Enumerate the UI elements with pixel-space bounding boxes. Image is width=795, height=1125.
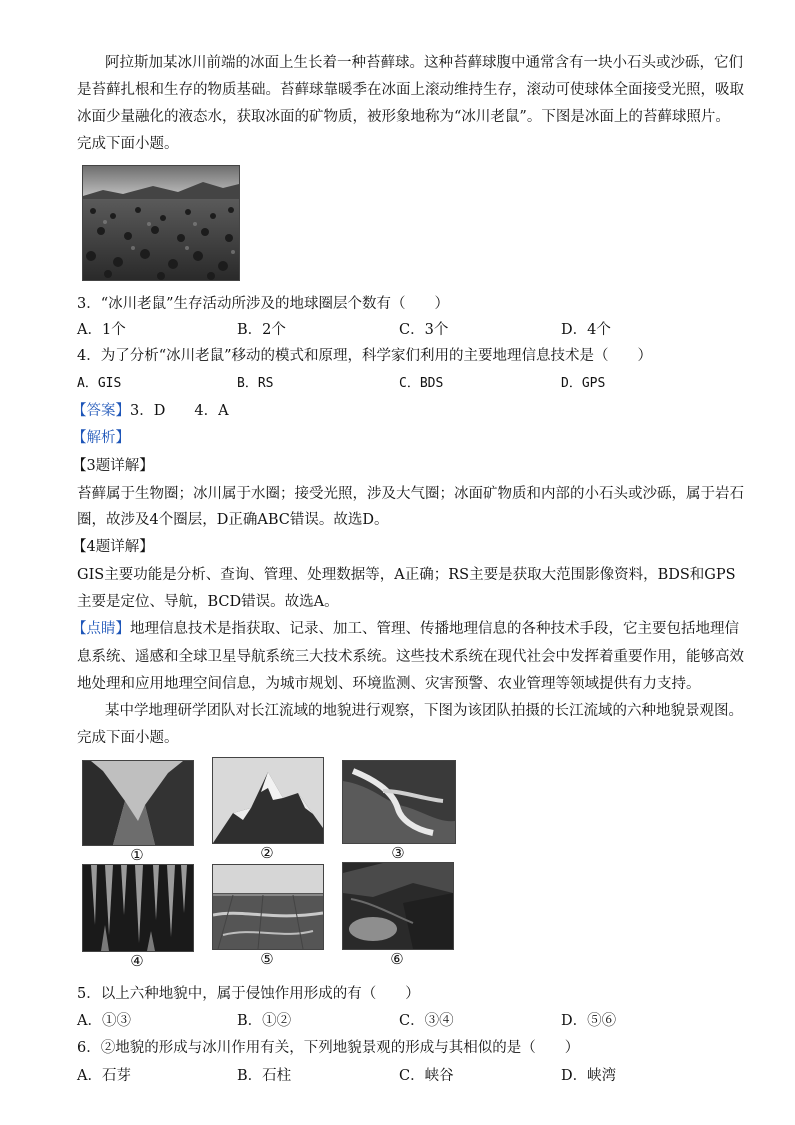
landform-label-4: ④ [130,952,144,970]
landform-photo-6 [342,862,454,950]
intro-paragraph-line: 阿拉斯加某冰川前端的冰面上生长着一种苔藓球。这种苔藓球腹中通常含有一块小石头或沙砾，它们 [105,55,743,71]
tip-line [72,619,739,639]
option-c[interactable]: C．③④ [399,1013,454,1029]
landform-photo-3 [342,760,456,844]
question-5-options [77,1011,737,1031]
tip-label: 【点睛】 [72,621,130,637]
question-4-options [77,374,737,394]
option-a[interactable]: A．GIS [77,376,122,391]
option-b[interactable]: B．RS [237,376,274,391]
question-3-stem: 3．“冰川老鼠”生存活动所涉及的地球圈层个数有（ ） [77,296,450,312]
detail-4-line: GIS主要功能是分析、查询、管理、处理数据等，A正确；RS主要是获取大范围影像资料，BDS和GPS [77,567,736,583]
intro-paragraph-2-line: 某中学地理研学团队对长江流域的地貌进行观察，下图为该团队拍摄的长江流域的六种地貌景观图。 [105,703,743,719]
question-4-stem: 4．为了分析“冰川老鼠”移动的模式和原理，科学家们利用的主要地理信息技术是（ ） [77,348,653,364]
tip-line: 地处理和应用地理空间信息，为城市规划、环境监测、灾害预警、农业管理等领域提供有力支持。 [77,676,701,692]
option-c[interactable]: C．BDS [399,376,444,391]
option-c[interactable]: C．峡谷 [399,1068,454,1084]
answer-text: 3．D 4．A [130,403,229,419]
question-3-options [77,320,737,340]
intro-paragraph-line: 是苔藓扎根和生存的物质基础。苔藓球靠暖季在冰面上滚动维持生存，滚动可使球体全面接受光照，吸取 [77,82,744,98]
question-6-stem: 6．②地貌的形成与冰川作用有关，下列地貌景观的形成与其相似的是（ ） [77,1040,580,1056]
option-d[interactable]: D．4个 [561,322,611,338]
detail-4-label: 【4题详解】 [72,539,154,555]
question-6-options [77,1066,737,1086]
detail-4-line: 主要是定位、导航，BCD错误。故选A。 [77,594,339,610]
moss-ball-photo [82,165,240,281]
option-a[interactable]: A．①③ [77,1013,131,1029]
landform-label-1: ① [130,846,144,864]
option-b[interactable]: B．石柱 [237,1068,292,1084]
tip-line: 息系统、遥感和全球卫星导航系统三大技术系统。这些技术系统在现代社会中发挥着重要作用，能够高效 [77,649,744,665]
analysis-label: 【解析】 [72,430,130,446]
option-a[interactable]: A．石芽 [77,1068,131,1084]
option-a[interactable]: A．1个 [77,322,126,338]
option-d[interactable]: D．峡湾 [561,1068,617,1084]
answer-label: 【答案】 [72,403,130,419]
landform-photo-1 [82,760,194,846]
intro-paragraph-2-line: 完成下面小题。 [77,730,179,746]
landform-label-6: ⑥ [390,950,404,968]
tip-text: 地理信息技术是指获取、记录、加工、管理、传播地理信息的各种技术手段，它主要包括地理信 [130,621,739,637]
intro-paragraph-line: 完成下面小题。 [77,136,179,152]
question-5-stem: 5．以上六种地貌中，属于侵蚀作用形成的有（ ） [77,986,420,1002]
detail-3-line: 苔藓属于生物圈；冰川属于水圈；接受光照，涉及大气圈；冰面矿物质和内部的小石头或沙砾，属于岩石 [77,486,744,502]
landform-label-2: ② [260,844,274,862]
landform-photo-5 [212,864,324,950]
option-d[interactable]: D．⑤⑥ [561,1013,617,1029]
option-b[interactable]: B．2个 [237,322,286,338]
answer-line [72,401,229,421]
option-b[interactable]: B．①② [237,1013,292,1029]
option-d[interactable]: D．GPS [561,376,606,391]
detail-3-label: 【3题详解】 [72,458,154,474]
landform-label-3: ③ [391,844,405,862]
detail-3-line: 圈，故涉及4个圈层，D正确ABC错误。故选D。 [77,512,389,528]
option-c[interactable]: C．3个 [399,322,449,338]
landform-photo-4 [82,864,194,952]
intro-paragraph-line: 冰面少量融化的液态水，获取冰面的矿物质，被形象地称为“冰川老鼠”。下图是冰面上的苔藓球照片。 [77,109,730,125]
landform-label-5: ⑤ [260,950,274,968]
landform-photo-2 [212,757,324,844]
